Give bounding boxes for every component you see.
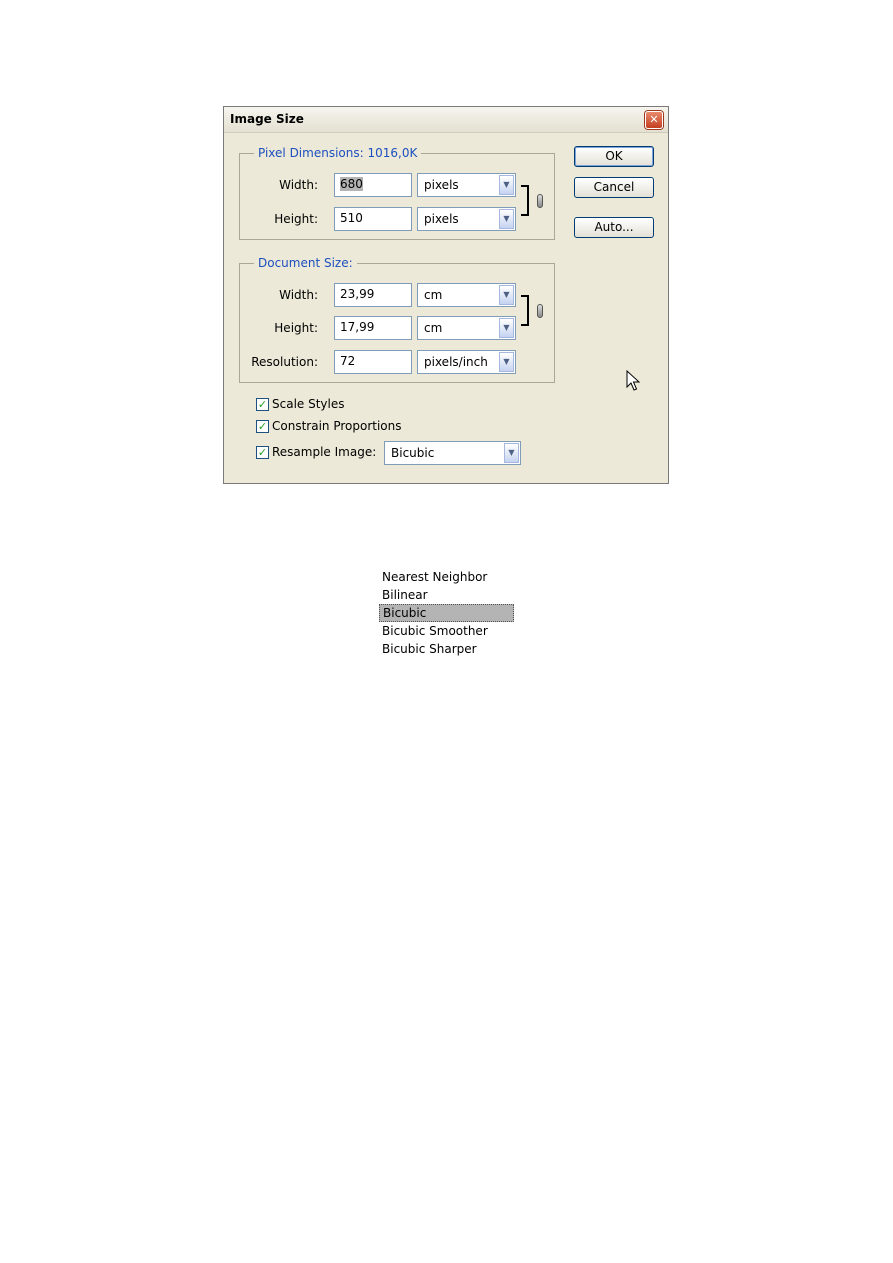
pixel-height-label: Height: [274,212,318,226]
doc-width-unit: cm [424,288,443,302]
resample-method-select[interactable] [384,441,521,465]
doc-height-input[interactable] [334,316,412,340]
mouse-pointer-icon [626,370,640,392]
cancel-button[interactable]: Cancel [574,177,654,198]
constrain-proportions-label: Constrain Proportions [272,419,402,433]
doc-constrain-bracket [521,295,529,326]
resample-method-value: Bicubic [391,446,435,460]
checkmark-icon[interactable]: ✓ [257,446,268,459]
doc-width-input[interactable] [334,283,412,307]
chevron-down-icon[interactable]: ▼ [499,318,514,338]
doc-height-value: 17,99 [340,320,375,334]
pixel-width-input[interactable] [334,173,412,197]
title-bar [224,107,668,133]
pixel-height-value: 510 [340,211,363,225]
resolution-value: 72 [340,354,356,368]
close-icon[interactable]: ✕ [645,111,663,129]
pixel-width-unit: pixels [424,178,459,192]
list-item[interactable]: Bicubic Smoother [382,624,488,638]
doc-width-unit-select[interactable] [417,283,516,307]
chevron-down-icon[interactable]: ▼ [499,175,514,195]
doc-width-label: Width: [279,288,318,302]
resample-image-checkbox[interactable] [256,445,376,461]
pixel-constrain-bracket [521,185,529,216]
chevron-down-icon[interactable]: ▼ [499,209,514,229]
resolution-unit: pixels/inch [424,355,488,369]
doc-width-value: 23,99 [340,287,375,301]
pixel-height-input[interactable] [334,207,412,231]
pixel-width-label: Width: [279,178,318,192]
dialog-title: Image Size [230,112,304,126]
auto-button[interactable]: Auto... [574,217,654,238]
chain-link-icon [537,194,543,208]
document-size-legend: Document Size: [254,256,357,270]
chain-link-icon [537,304,543,318]
list-item[interactable]: Nearest Neighbor [382,570,488,584]
chevron-down-icon[interactable]: ▼ [499,352,514,372]
image-size-dialog [223,106,669,484]
resolution-label: Resolution: [251,355,318,369]
doc-height-label: Height: [274,321,318,335]
list-item-selected[interactable]: Bicubic [379,604,514,622]
pixel-dimensions-legend: Pixel Dimensions: 1016,0K [254,146,421,160]
pixel-height-unit: pixels [424,212,459,226]
list-item[interactable]: Bicubic Sharper [382,642,477,656]
resolution-unit-select[interactable] [417,350,516,374]
checkmark-icon[interactable]: ✓ [257,420,268,433]
doc-height-unit-select[interactable] [417,316,516,340]
scale-styles-checkbox[interactable] [256,397,406,413]
pixel-width-unit-select[interactable] [417,173,516,197]
scale-styles-label: Scale Styles [272,397,345,411]
checkmark-icon[interactable]: ✓ [257,398,268,411]
list-item[interactable]: Bilinear [382,588,428,602]
constrain-proportions-checkbox[interactable] [256,419,426,435]
doc-height-unit: cm [424,321,443,335]
pixel-height-unit-select[interactable] [417,207,516,231]
resolution-input[interactable] [334,350,412,374]
resample-image-label: Resample Image: [272,445,377,459]
resample-options-list [379,568,514,658]
ok-button[interactable]: OK [574,146,654,167]
chevron-down-icon[interactable]: ▼ [504,443,519,463]
chevron-down-icon[interactable]: ▼ [499,285,514,305]
pixel-width-value: 680 [340,177,363,191]
